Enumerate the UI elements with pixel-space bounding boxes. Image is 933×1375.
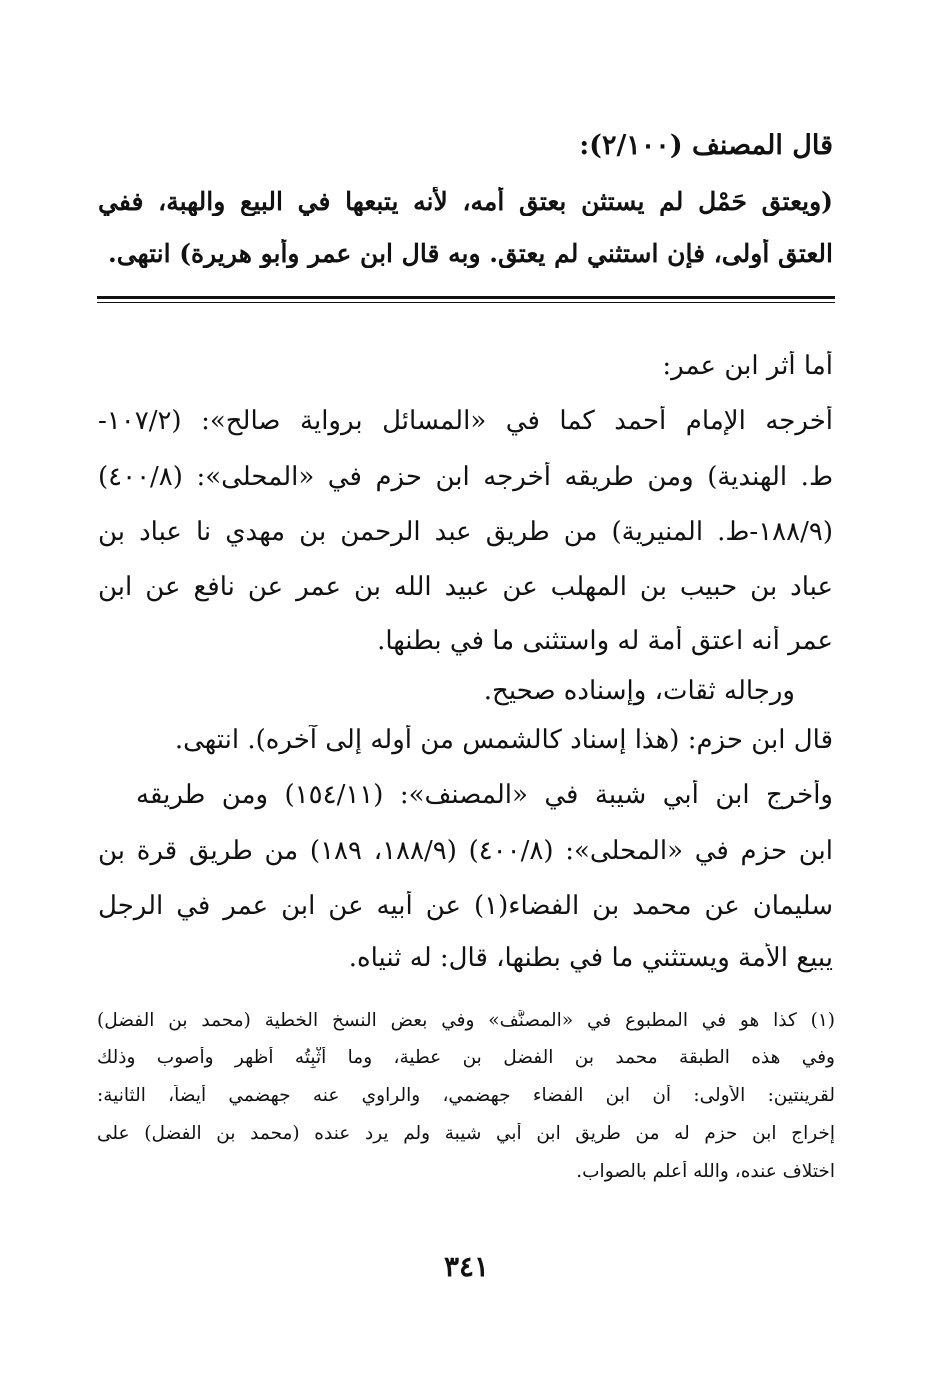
- body-line: أخرجه الإمام أحمد كما في «المسائل برواية صالح»: (١٠٧/٢-: [98, 406, 833, 436]
- body-line: (١٨٨/٩-ط. المنيرية) من طريق عبد الرحمن بن مهدي نا عباد بن: [98, 517, 833, 547]
- separator-rule: [97, 296, 835, 299]
- separator-rule-thin: [97, 302, 835, 303]
- body-line: أما أثر ابن عمر:: [662, 351, 833, 381]
- section-heading: قال المصنف (٢/١٠٠):: [579, 130, 833, 161]
- body-line: سليمان عن محمد بن الفضاء(١) عن أبيه عن ابن عمر في الرجل: [98, 891, 833, 921]
- footnote-line: (١) كذا هو في المطبوع في «المصنَّف» وفي بعض النسخ الخطية (محمد بن الفضل): [97, 1010, 835, 1031]
- body-line: قال ابن حزم: (هذا إسناد كالشمس من أوله إلى آخره). انتهى.: [174, 725, 833, 755]
- body-line: ابن حزم في «المحلى»: (٤٠٠/٨) (١٨٨/٩، ١٨٩) من طريق قرة بن: [98, 836, 833, 866]
- footnote-line: إخراج ابن حزم له من طريق ابن أبي شيبة ولم يرد عنده (محمد بن الفضل) على: [97, 1123, 835, 1144]
- footnote-line: اختلاف عنده، والله أعلم بالصواب.: [576, 1161, 835, 1182]
- footnote-line: وفي هذه الطبقة محمد بن الفضل بن عطية، وما أُثْبِتُه أظهر وأصوب وذلك: [97, 1047, 835, 1068]
- quote-line: العتق أولى، فإن استثني لم يعتق. وبه قال ابن عمر وأبو هريرة) انتهى.: [108, 239, 833, 268]
- footnote-line: لقرينتين: الأولى: أن ابن الفضاء جهضمي، والراوي عنه جهضمي أيضاً، الثانية:: [97, 1085, 835, 1106]
- body-line: عباد بن حبيب بن المهلب عن عبيد الله بن عمر عن نافع عن ابن: [98, 572, 833, 602]
- page-number: ٣٤١: [443, 1250, 490, 1283]
- body-line: عمر أنه اعتق أمة له واستثنى ما في بطنها.: [377, 626, 833, 656]
- quote-line: (ويعتق حَمْل لم يستثن بعتق أمه، لأنه يتبعها في البيع والهبة، ففي: [98, 187, 833, 216]
- body-line: ط. الهندية) ومن طريقه أخرجه ابن حزم في «المحلى»: (٤٠٠/٨): [98, 462, 833, 492]
- body-line: وأخرج ابن أبي شيبة في «المصنف»: (١٥٤/١١) ومن طريقه: [136, 780, 833, 810]
- body-line: يبيع الأمة ويستثني ما في بطنها، قال: له ثنياه.: [348, 943, 833, 973]
- body-line: ورجاله ثقات، وإسناده صحيح.: [483, 676, 795, 706]
